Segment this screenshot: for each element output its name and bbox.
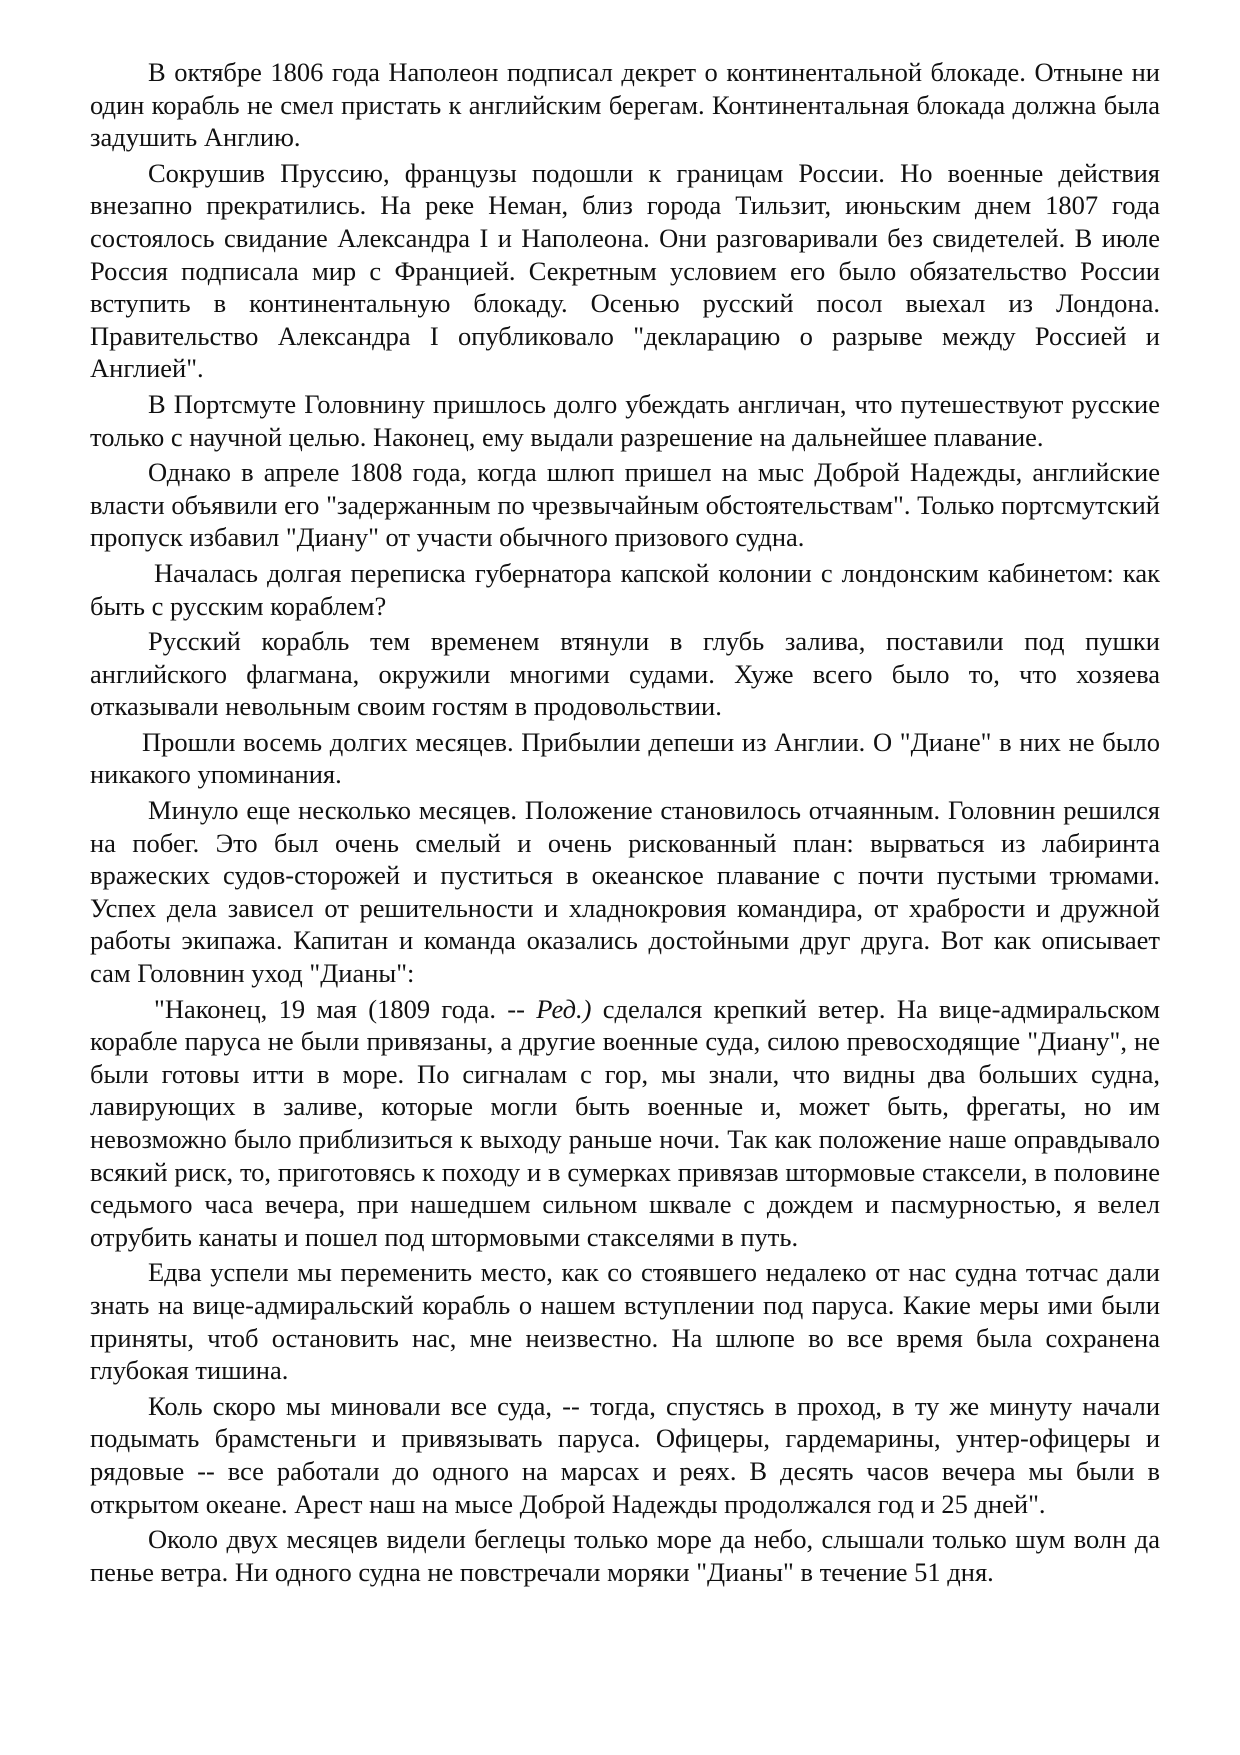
paragraph-portsmouth: В Портсмуте Головнину пришлось долго убеждать англичан, что путешествуют русские только с научной целью. Наконец, ему выдали разрешение на дальнейшее плавание. [90,388,1160,452]
paragraph-open-ocean: Коль скоро мы миновали все суда, -- тогда, спустясь в проход, в ту же минуту начали подымать брамстеньги и привязывать паруса. Офицеры, гардемарины, унтер-офицеры и рядовые -- все работали до одного на марсах и реях. В десять часов вечера мы были в открытом океане. Арест наш на мысе Доброй Надежды продолжался год и 25 дней". [90,1390,1160,1519]
paragraph-ship-guarded: Русский корабль тем временем втянули в глубь залива, поставили под пушки английского флагмана, окружили многими судами. Хуже всего было то, что хозяева отказывали невольным своим гостям в продовольствии. [90,626,1160,722]
paragraph-two-months-at-sea: Около двух месяцев видели беглецы только море да небо, слышали только шум волн да пенье ветра. Ни одного судна не повстречали моряки "Дианы" в течение 51 дня. [90,1524,1160,1587]
quote-text-end: сделался крепкий ветер. На вице-адмиральском корабле паруса не были привязаны, а другие военные суда, силою превосходящие "Диану", не были готовы итти в море. По сигналам с гор, мы знали, что видны два больших судна, лавирующих в заливе, которые могли быть военные и, может быть, фрегаты, но им невозможно было приблизиться к выходу раньше ночи. Так как положение наше оправдывало всякий риск, то, приготовясь к походу и в сумерках привязав штормовые стаксели, в половине седьмого часа вечера, при нашедшем сильном шквале с дождем и пасмурностью, я велел отрубить канаты и пошел под штормовыми стакселями в путь. [90,993,1160,1252]
editor-note: Ред.) [536,993,592,1024]
paragraph-escape-plan: Минуло еще несколько месяцев. Положение становилось отчаянным. Головнин решился на побег. Это был очень смелый и очень рискованный план: вырваться из лабиринта вражеских судов-сторожей и пуститься в океанское плавание с почти пустыми трюмами. Успех дела зависел от решительности и хладнокровия командира, от храбрости и дружной работы экипажа. Капитан и команда оказались достойными друг друга. Вот как описывает сам Головнин уход "Дианы": [90,795,1160,989]
document-page [90,56,1160,1591]
paragraph-eight-months: Прошли восемь долгих месяцев. Прибылии депеши из Англии. О "Диане" в них не было никакого упоминания. [90,726,1160,790]
paragraph-tilsit-peace: Сокрушив Пруссию, французы подошли к границам России. Но военные действия внезапно прекратились. На реке Неман, близ города Тильзит, июньским днем 1807 года состоялось свидание Александра I и Наполеона. Они разговаривали без свидетелей. В июле Россия подписала мир с Францией. Секретным условием его было обязательство России вступить в континентальную блокаду. Осенью русский посол выехал из Лондона. Правительство Александра I опубликовало "декларацию о разрыве между Россией и Англией". [90,157,1160,384]
quote-text-start: "Наконец, 19 мая (1809 года. -- [154,993,537,1024]
paragraph-correspondence: Началась долгая переписка губернатора капской колонии с лондонским кабинетом: как быть с русским кораблем? [90,557,1160,621]
paragraph-under-sail: Едва успели мы переменить место, как со стоявшего недалеко от нас судна тотчас дали знать на вице-адмиральский корабль о нашем вступлении под паруса. Какие меры ими были приняты, чтоб остановить нас, мне неизвестно. На шлюпе во все время была сохранена глубокая тишина. [90,1257,1160,1386]
paragraph-continental-blockade: В октябре 1806 года Наполеон подписал декрет о континентальной блокаде. Отныне ни один корабль не смел пристать к английским берегам. Континентальная блокада должна была задушить Англию. [90,57,1160,153]
paragraph-cape-detention: Однако в апреле 1808 года, когда шлюп пришел на мыс Доброй Надежды, английские власти объявили его "задержанным по чрезвычайным обстоятельствам". Только портсмутский пропуск избавил "Диану" от участи обычного призового судна. [90,457,1160,553]
paragraph-golovnin-quote [90,993,1160,1254]
